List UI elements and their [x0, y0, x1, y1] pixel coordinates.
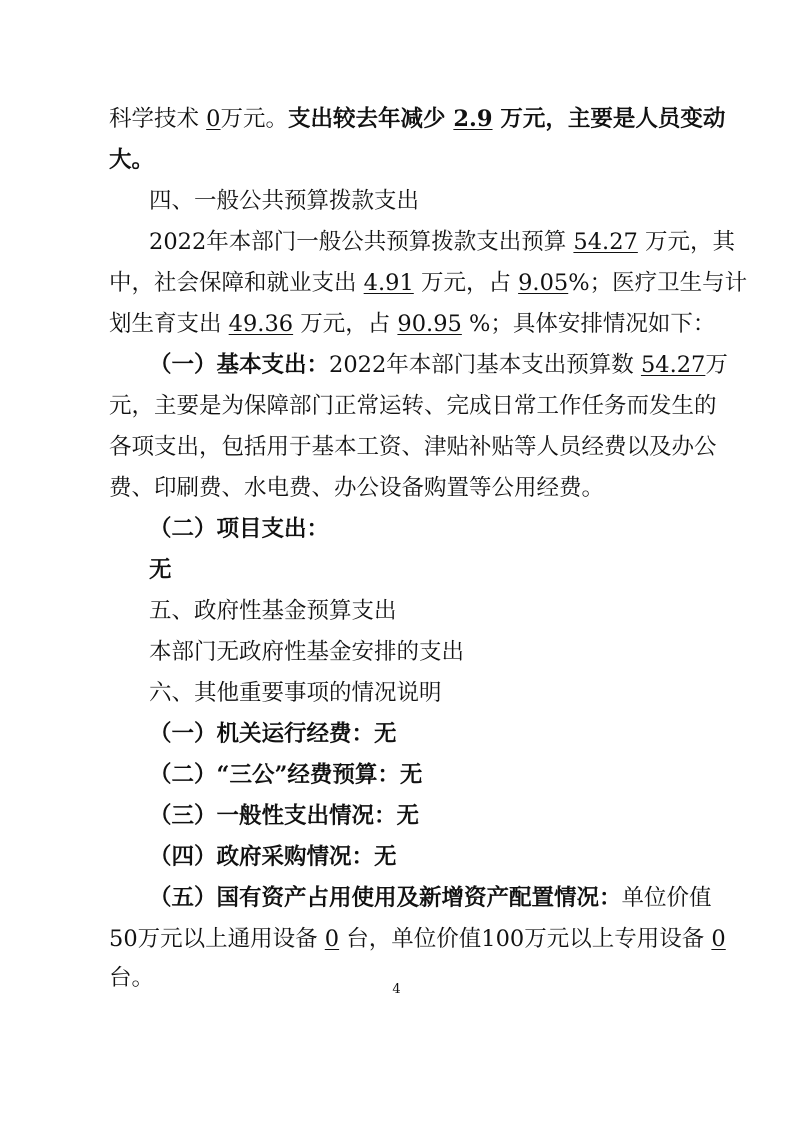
- total-value: 54.27: [573, 229, 638, 255]
- text-segment: 万: [705, 352, 728, 378]
- intro-line-2: 大。: [109, 147, 155, 173]
- decrease-value: 2.9: [453, 106, 493, 132]
- text-segment: 2022年本部门基本支出预算数: [329, 352, 634, 378]
- text-segment: 万元，占: [420, 270, 511, 296]
- s6-item-3: （三）一般性支出情况：无: [149, 803, 420, 829]
- s4-line-1: [149, 227, 736, 257]
- text-segment: 50万元以上通用设备: [109, 926, 318, 952]
- s6-item-5-line-3: 台。: [109, 965, 155, 991]
- social-value: 4.91: [363, 270, 414, 296]
- asset-label: （五）国有资产占用使用及新增资产配置情况：: [149, 885, 622, 911]
- text-segment: 中，社会保障和就业支出: [109, 270, 357, 296]
- text-segment: 万元。: [220, 106, 289, 132]
- basic-label: （一）基本支出：: [149, 352, 330, 378]
- basic-line-1: [149, 350, 729, 380]
- page-number: 4: [392, 982, 401, 997]
- social-percent: 9.05: [518, 270, 569, 296]
- text-segment: 万元，占: [300, 311, 391, 337]
- text-segment: 万元，主要是人员变动: [500, 106, 726, 132]
- s4-line-2: [109, 268, 748, 298]
- project-value: 无: [149, 557, 172, 583]
- text-segment: 支出较去年减少: [288, 106, 446, 132]
- section-6-heading: 六、其他重要事项的情况说明: [149, 680, 442, 706]
- section-4-heading: 四、一般公共预算拨款支出: [149, 188, 420, 214]
- s6-item-2: （二）“三公”经费预算：无: [149, 762, 423, 788]
- s6-item-5-line-2: [109, 924, 726, 954]
- s4-line-3: [109, 309, 716, 339]
- general-equipment-count: 0: [324, 926, 340, 952]
- s6-item-1: （一）机关运行经费：无: [149, 721, 397, 747]
- intro-line-1: [109, 104, 726, 134]
- health-value: 49.36: [228, 311, 294, 337]
- s6-item-4: （四）政府采购情况：无: [149, 844, 397, 870]
- text-segment: 台，单位价值100万元以上专用设备: [346, 926, 705, 952]
- text-segment: %；医疗卫生与计: [568, 270, 748, 296]
- text-segment: %；具体安排情况如下：: [469, 311, 716, 337]
- special-equipment-count: 0: [711, 926, 726, 952]
- health-percent: 90.95: [397, 311, 462, 337]
- basic-line-4: 费、印刷费、水电费、办公设备购置等公用经费。: [109, 475, 605, 501]
- basic-line-3: 各项支出，包括用于基本工资、津贴补贴等人员经费以及办公: [109, 434, 717, 460]
- text-segment: 单位价值: [621, 885, 712, 911]
- tech-value: 0: [206, 106, 221, 132]
- s6-item-5-line-1: [149, 883, 729, 913]
- text-segment: 2022年本部门一般公共预算拨款支出预算: [149, 229, 567, 255]
- section-5-heading: 五、政府性基金预算支出: [149, 598, 397, 624]
- project-label: （二）项目支出：: [149, 516, 330, 542]
- text-segment: 科学技术: [109, 106, 200, 132]
- basic-line-2: 元，主要是为保障部门正常运转、完成日常工作任务而发生的: [109, 393, 717, 419]
- text-segment: 万元，其: [645, 229, 736, 255]
- basic-value: 54.27: [640, 352, 706, 378]
- text-segment: 划生育支出: [109, 311, 222, 337]
- section-5-text: 本部门无政府性基金安排的支出: [149, 639, 465, 665]
